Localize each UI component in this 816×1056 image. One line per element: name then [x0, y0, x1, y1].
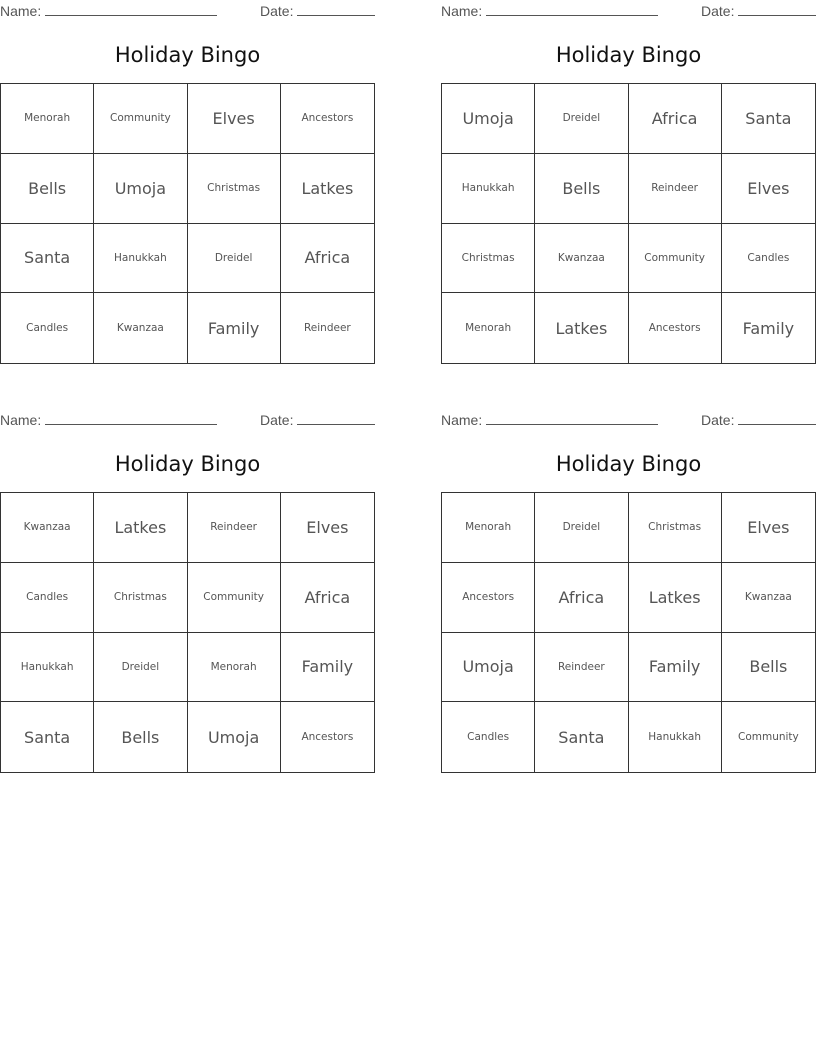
date-blank-line[interactable] [297, 410, 375, 425]
bingo-cell[interactable]: Christmas [442, 224, 535, 294]
name-field[interactable] [0, 410, 217, 428]
name-label: Name: [441, 412, 483, 428]
bingo-cell[interactable]: Santa [722, 84, 815, 154]
bingo-cell[interactable]: Community [94, 84, 187, 154]
date-label: Date: [701, 412, 735, 428]
bingo-cell[interactable]: Hanukkah [629, 702, 722, 772]
bingo-cell[interactable]: Kwanzaa [1, 493, 94, 563]
name-blank-line[interactable] [486, 410, 658, 425]
bingo-cell[interactable]: Latkes [535, 293, 628, 363]
bingo-cell[interactable]: Elves [722, 154, 815, 224]
name-field[interactable] [0, 1, 217, 19]
bingo-cell[interactable]: Africa [281, 224, 374, 294]
bingo-cell[interactable]: Community [188, 563, 281, 633]
name-blank-line[interactable] [45, 1, 217, 16]
bingo-card-3 [0, 409, 375, 773]
bingo-cell[interactable]: Umoja [94, 154, 187, 224]
bingo-cell[interactable]: Family [281, 633, 374, 703]
card-header-fields [441, 409, 816, 429]
bingo-cell[interactable]: Ancestors [442, 563, 535, 633]
bingo-cell[interactable]: Elves [281, 493, 374, 563]
bingo-grid [0, 83, 375, 364]
name-label: Name: [0, 3, 42, 19]
date-field[interactable] [260, 410, 375, 428]
bingo-cell[interactable]: Umoja [442, 633, 535, 703]
bingo-cell[interactable]: Bells [722, 633, 815, 703]
bingo-cell[interactable]: Umoja [188, 702, 281, 772]
bingo-cell[interactable]: Candles [442, 702, 535, 772]
bingo-grid [441, 492, 816, 773]
name-label: Name: [0, 412, 42, 428]
bingo-grid [0, 492, 375, 773]
bingo-card-2 [441, 0, 816, 364]
bingo-cell[interactable]: Reindeer [188, 493, 281, 563]
bingo-cell[interactable]: Reindeer [535, 633, 628, 703]
bingo-cell[interactable]: Family [629, 633, 722, 703]
bingo-cell[interactable]: Dreidel [188, 224, 281, 294]
bingo-cell[interactable]: Ancestors [629, 293, 722, 363]
date-field[interactable] [701, 1, 816, 19]
bingo-cell[interactable]: Bells [535, 154, 628, 224]
bingo-cell[interactable]: Christmas [188, 154, 281, 224]
bingo-cell[interactable]: Family [188, 293, 281, 363]
card-title: Holiday Bingo [555, 452, 702, 476]
bingo-cell[interactable]: Ancestors [301, 731, 354, 744]
card-title: Holiday Bingo [114, 43, 261, 67]
name-blank-line[interactable] [45, 410, 217, 425]
bingo-cell[interactable]: Christmas [94, 563, 187, 633]
bingo-card-4 [441, 409, 816, 773]
bingo-cell[interactable]: Elves [722, 493, 815, 563]
bingo-cell[interactable]: Bells [1, 154, 94, 224]
bingo-cell[interactable]: Menorah [442, 293, 535, 363]
bingo-cell[interactable]: Latkes [281, 154, 374, 224]
bingo-grid [441, 83, 816, 364]
bingo-cell[interactable]: Africa [281, 563, 374, 633]
bingo-cell[interactable]: Africa [535, 563, 628, 633]
bingo-cell[interactable]: Family [742, 318, 795, 338]
name-label: Name: [441, 3, 483, 19]
bingo-cell[interactable]: Menorah [1, 84, 94, 154]
bingo-cell[interactable]: Latkes [629, 563, 722, 633]
bingo-cell[interactable]: Dreidel [535, 493, 628, 563]
bingo-cell[interactable]: Africa [629, 84, 722, 154]
bingo-cell[interactable]: Santa [1, 702, 94, 772]
bingo-cell[interactable]: Santa [1, 224, 94, 294]
bingo-cell[interactable]: Reindeer [629, 154, 722, 224]
date-field[interactable] [260, 1, 375, 19]
bingo-cell[interactable]: Community [629, 224, 722, 294]
bingo-cell[interactable]: Reindeer [303, 322, 351, 335]
card-header-fields [441, 0, 816, 20]
bingo-cell[interactable]: Elves [188, 84, 281, 154]
date-field[interactable] [701, 410, 816, 428]
bingo-cell[interactable]: Bells [94, 702, 187, 772]
bingo-cell[interactable]: Candles [1, 293, 94, 363]
bingo-cell[interactable]: Community [737, 731, 799, 744]
bingo-cell[interactable]: Umoja [442, 84, 535, 154]
bingo-cell[interactable]: Ancestors [281, 84, 374, 154]
bingo-card-1 [0, 0, 375, 364]
card-title: Holiday Bingo [555, 43, 702, 67]
name-field[interactable] [441, 410, 658, 428]
date-blank-line[interactable] [738, 410, 816, 425]
bingo-cell[interactable]: Kwanzaa [94, 293, 187, 363]
bingo-cell[interactable]: Kwanzaa [722, 563, 815, 633]
name-field[interactable] [441, 1, 658, 19]
bingo-cell[interactable]: Christmas [629, 493, 722, 563]
bingo-cell[interactable]: Candles [722, 224, 815, 294]
bingo-cell[interactable]: Menorah [188, 633, 281, 703]
card-title: Holiday Bingo [114, 452, 261, 476]
date-blank-line[interactable] [297, 1, 375, 16]
card-header-fields [0, 409, 375, 429]
bingo-cell[interactable]: Santa [535, 702, 628, 772]
name-blank-line[interactable] [486, 1, 658, 16]
bingo-cell[interactable]: Hanukkah [442, 154, 535, 224]
date-blank-line[interactable] [738, 1, 816, 16]
bingo-cell[interactable]: Latkes [94, 493, 187, 563]
bingo-cell[interactable]: Candles [1, 563, 94, 633]
bingo-cell[interactable]: Hanukkah [94, 224, 187, 294]
date-label: Date: [701, 3, 735, 19]
bingo-cell[interactable]: Hanukkah [1, 633, 94, 703]
card-header-fields [0, 0, 375, 20]
date-label: Date: [260, 3, 294, 19]
bingo-cell[interactable]: Kwanzaa [535, 224, 628, 294]
bingo-cell[interactable]: Dreidel [535, 84, 628, 154]
date-label: Date: [260, 412, 294, 428]
bingo-cell[interactable]: Menorah [442, 493, 535, 563]
bingo-cell[interactable]: Dreidel [94, 633, 187, 703]
